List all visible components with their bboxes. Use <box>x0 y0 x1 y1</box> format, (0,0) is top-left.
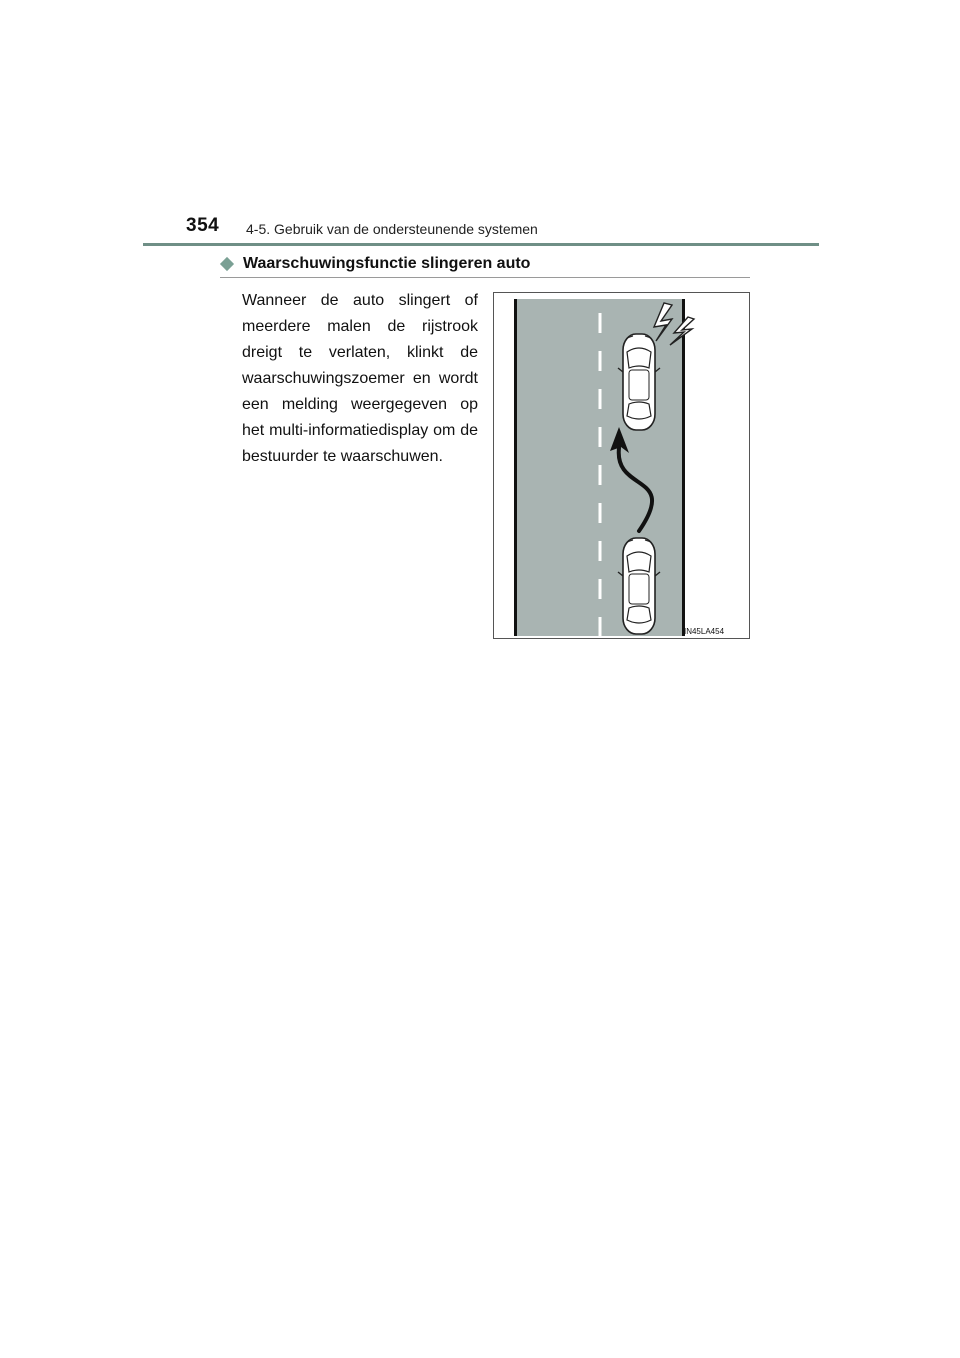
car-top <box>618 334 660 430</box>
figure-code: IN45LA454 <box>683 627 725 636</box>
lane-sway-illustration <box>493 292 750 639</box>
section-heading-text: Waarschuwingsfunctie slingeren auto <box>243 255 531 272</box>
section-heading <box>220 255 530 273</box>
header-rule <box>143 243 819 246</box>
diamond-bullet-icon <box>220 257 234 271</box>
body-text: Wanneer de auto slingert of meerdere malen de rijstrook dreigt te verlaten, klinkt de waarschuwingszoemer en wordt een melding weergegeven op het multi-informatiedisplay om de bestuurder te waarschuwen. <box>242 292 478 465</box>
car-bottom <box>618 538 660 634</box>
left-edge-line <box>514 299 517 636</box>
chapter-title: 4-5. Gebruik van de ondersteunende systemen <box>246 221 538 237</box>
section-rule <box>220 277 750 278</box>
page-number: 354 <box>186 215 220 236</box>
right-edge-line <box>682 299 685 636</box>
